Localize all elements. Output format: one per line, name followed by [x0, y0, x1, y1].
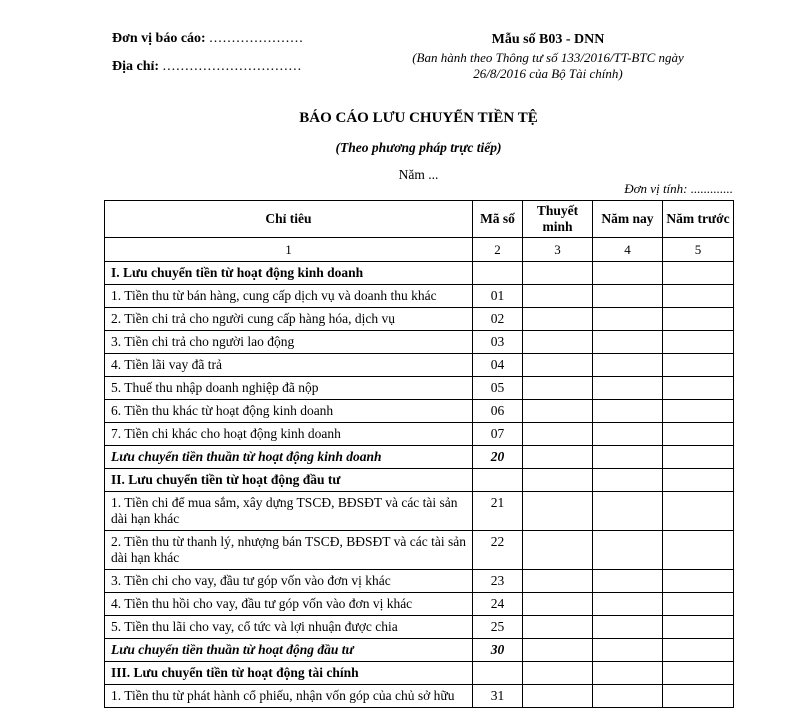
row-code: 05	[473, 377, 523, 400]
cell-nam-truoc	[663, 354, 734, 377]
table-row	[105, 639, 734, 662]
row-label: 4. Tiền lãi vay đã trả	[105, 354, 473, 377]
row-label: 6. Tiền thu khác từ hoạt động kinh doanh	[105, 400, 473, 423]
table-row	[105, 531, 734, 570]
cell-nam-truoc	[663, 262, 734, 285]
cell-thuyet-minh	[523, 446, 593, 469]
row-code	[473, 662, 523, 685]
col-number-1: 1	[105, 238, 473, 262]
cell-nam-nay	[593, 616, 663, 639]
cell-nam-truoc	[663, 423, 734, 446]
cell-nam-nay	[593, 354, 663, 377]
cell-nam-truoc	[663, 616, 734, 639]
cell-thuyet-minh	[523, 423, 593, 446]
cell-thuyet-minh	[523, 285, 593, 308]
row-label: 2. Tiền chi trả cho người cung cấp hàng hóa, dịch vụ	[105, 308, 473, 331]
cell-nam-nay	[593, 531, 663, 570]
cell-thuyet-minh	[523, 662, 593, 685]
cell-nam-nay	[593, 469, 663, 492]
report-unit-blank: .....................	[209, 31, 304, 46]
cell-nam-truoc	[663, 593, 734, 616]
cell-nam-nay	[593, 639, 663, 662]
table-row	[105, 354, 734, 377]
cell-nam-truoc	[663, 492, 734, 531]
row-label: 5. Thuế thu nhập doanh nghiệp đã nộp	[105, 377, 473, 400]
cell-nam-nay	[593, 593, 663, 616]
report-method-subtitle: (Theo phương pháp trực tiếp)	[335, 140, 502, 155]
cell-nam-nay	[593, 685, 663, 708]
row-code: 07	[473, 423, 523, 446]
row-code: 03	[473, 331, 523, 354]
table-row	[105, 423, 734, 446]
col-header-thuyet-minh: Thuyết minh	[523, 201, 593, 238]
issued-under-line2: 26/8/2016 của Bộ Tài chính)	[473, 65, 623, 81]
cell-nam-truoc	[663, 639, 734, 662]
row-label: 1. Tiền thu từ bán hàng, cung cấp dịch vụ và doanh thu khác	[105, 285, 473, 308]
row-label: II. Lưu chuyển tiền từ hoạt động đầu tư	[105, 469, 473, 492]
reporting-unit-block	[112, 31, 304, 87]
report-unit-label: Đơn vị báo cáo:	[112, 31, 206, 46]
cell-nam-truoc	[663, 331, 734, 354]
table-head	[105, 201, 734, 262]
col-header-nam-truoc: Năm trước	[663, 201, 734, 238]
cell-thuyet-minh	[523, 531, 593, 570]
cell-nam-nay	[593, 331, 663, 354]
table-body	[105, 262, 734, 708]
row-code: 25	[473, 616, 523, 639]
currency-unit-line: Đơn vị tính: .............	[624, 181, 733, 196]
col-number-3: 3	[523, 238, 593, 262]
row-label: III. Lưu chuyển tiền từ hoạt động tài chính	[105, 662, 473, 685]
address-blank: ...............................	[162, 59, 303, 74]
cell-thuyet-minh	[523, 331, 593, 354]
row-code: 30	[473, 639, 523, 662]
cell-nam-truoc	[663, 469, 734, 492]
cell-nam-nay	[593, 262, 663, 285]
row-code	[473, 469, 523, 492]
address-label: Địa chỉ:	[112, 59, 160, 74]
report-unit-line	[112, 31, 304, 47]
cell-nam-truoc	[663, 446, 734, 469]
row-label: Lưu chuyển tiền thuần từ hoạt động kinh doanh	[105, 446, 473, 469]
row-code: 04	[473, 354, 523, 377]
row-code: 20	[473, 446, 523, 469]
cell-nam-truoc	[663, 400, 734, 423]
cell-nam-nay	[593, 570, 663, 593]
row-label: 4. Tiền thu hồi cho vay, đầu tư góp vốn vào đơn vị khác	[105, 593, 473, 616]
table-row	[105, 308, 734, 331]
col-number-5: 5	[663, 238, 734, 262]
cell-nam-nay	[593, 377, 663, 400]
table-row	[105, 262, 734, 285]
table-row	[105, 469, 734, 492]
table-row	[105, 685, 734, 708]
cash-flow-table	[104, 200, 734, 708]
table-row	[105, 593, 734, 616]
cell-thuyet-minh	[523, 616, 593, 639]
cell-thuyet-minh	[523, 593, 593, 616]
cell-nam-nay	[593, 285, 663, 308]
row-code: 06	[473, 400, 523, 423]
cell-nam-nay	[593, 400, 663, 423]
col-number-4: 4	[593, 238, 663, 262]
cell-nam-nay	[593, 446, 663, 469]
row-code: 23	[473, 570, 523, 593]
issued-under-line1: (Ban hành theo Thông tư số 133/2016/TT-BTC ngày	[412, 50, 684, 65]
cell-thuyet-minh	[523, 685, 593, 708]
table-row	[105, 662, 734, 685]
cell-nam-truoc	[663, 285, 734, 308]
address-line	[112, 59, 304, 75]
cell-thuyet-minh	[523, 354, 593, 377]
cell-thuyet-minh	[523, 492, 593, 531]
row-label: 1. Tiền thu từ phát hành cổ phiếu, nhận vốn góp của chủ sở hữu	[105, 685, 473, 708]
cell-thuyet-minh	[523, 262, 593, 285]
cell-thuyet-minh	[523, 469, 593, 492]
table-row	[105, 285, 734, 308]
table-row	[105, 331, 734, 354]
form-info-block	[392, 32, 704, 81]
cell-nam-nay	[593, 492, 663, 531]
table-row	[105, 570, 734, 593]
row-code: 21	[473, 492, 523, 531]
cell-nam-truoc	[663, 685, 734, 708]
cell-nam-nay	[593, 423, 663, 446]
header-row	[105, 201, 734, 238]
table-row	[105, 400, 734, 423]
column-number-row	[105, 238, 734, 262]
row-label: 7. Tiền chi khác cho hoạt động kinh doanh	[105, 423, 473, 446]
row-label: 3. Tiền chi trả cho người lao động	[105, 331, 473, 354]
cell-nam-truoc	[663, 377, 734, 400]
row-label: Lưu chuyển tiền thuần từ hoạt động đầu tư	[105, 639, 473, 662]
row-code: 31	[473, 685, 523, 708]
cell-nam-truoc	[663, 662, 734, 685]
cell-thuyet-minh	[523, 570, 593, 593]
row-code: 01	[473, 285, 523, 308]
cell-nam-truoc	[663, 308, 734, 331]
row-code	[473, 262, 523, 285]
row-label: 2. Tiền thu từ thanh lý, nhượng bán TSCĐ, BĐSĐT và các tài sản dài hạn khác	[105, 531, 473, 570]
cell-nam-truoc	[663, 570, 734, 593]
report-title: BÁO CÁO LƯU CHUYỂN TIỀN TỆ	[299, 110, 538, 126]
table-row	[105, 616, 734, 639]
col-header-nam-nay: Năm nay	[593, 201, 663, 238]
row-label: 5. Tiền thu lãi cho vay, cổ tức và lợi nhuận được chia	[105, 616, 473, 639]
row-label: 3. Tiền chi cho vay, đầu tư góp vốn vào đơn vị khác	[105, 570, 473, 593]
row-code: 02	[473, 308, 523, 331]
col-header-chi-tieu: Chỉ tiêu	[105, 201, 473, 238]
row-code: 22	[473, 531, 523, 570]
table-row	[105, 446, 734, 469]
cell-thuyet-minh	[523, 308, 593, 331]
table-row	[105, 377, 734, 400]
col-number-2: 2	[473, 238, 523, 262]
table-row	[105, 492, 734, 531]
cell-nam-nay	[593, 308, 663, 331]
cell-thuyet-minh	[523, 400, 593, 423]
cell-nam-truoc	[663, 531, 734, 570]
cell-nam-nay	[593, 662, 663, 685]
cell-thuyet-minh	[523, 377, 593, 400]
cell-thuyet-minh	[523, 639, 593, 662]
form-number: Mẫu số B03 - DNN	[491, 32, 605, 47]
title-block	[104, 110, 733, 183]
year-line: Năm ...	[398, 167, 439, 182]
col-header-ma-so: Mã số	[473, 201, 523, 238]
row-label: I. Lưu chuyển tiền từ hoạt động kinh doanh	[105, 262, 473, 285]
row-code: 24	[473, 593, 523, 616]
row-label: 1. Tiền chi để mua sắm, xây dựng TSCĐ, BĐSĐT và các tài sản dài hạn khác	[105, 492, 473, 531]
